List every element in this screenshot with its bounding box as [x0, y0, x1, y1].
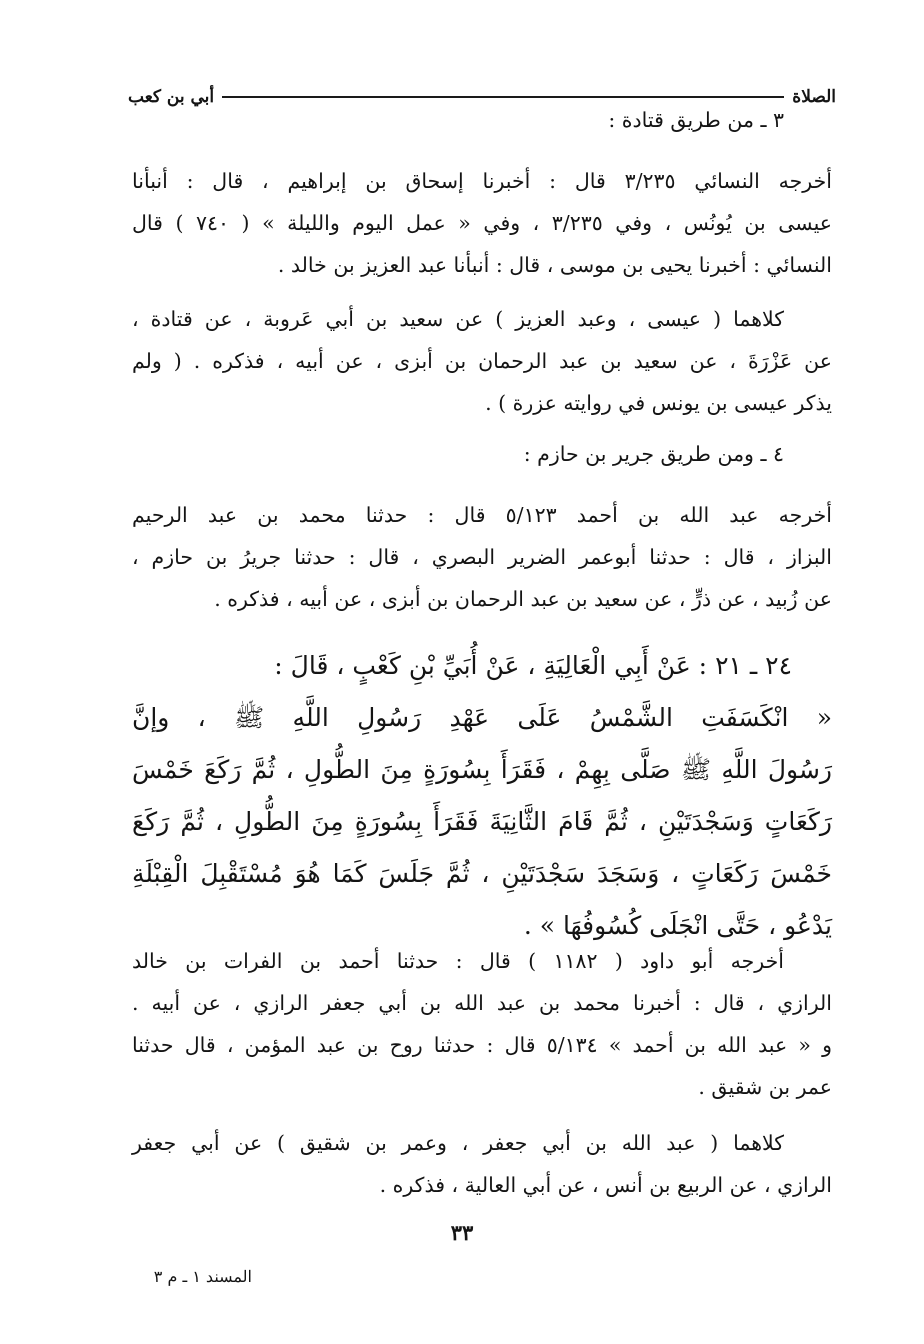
text-line: عن عَزْرَةَ ، عن سعيد بن عبد الرحمان بن أبزى ، عن أبيه ، فذكره . ( ولم [132, 349, 832, 373]
takhrij-paragraph-2 [132, 1122, 832, 1206]
text-line: يذكر عيسى بن يونس في روايته عزرة ) . [485, 391, 832, 415]
section-3-paragraph-1 [132, 160, 832, 286]
text-line: و « عبد الله بن أحمد » ٥/١٣٤ قال : حدثنا روح بن عبد المؤمن ، قال حدثنا [132, 1033, 832, 1057]
header-rule [222, 96, 784, 98]
text-line: كلاهما ( عبد الله بن أبي جعفر ، وعمر بن شقيق ) عن أبي جعفر [132, 1131, 784, 1155]
footer-signature: المسند ١ ـ م ٣ [153, 1267, 252, 1286]
hadith-line: « انْكَسَفَتِ الشَّمْسُ عَلَى عَهْدِ رَسُولِ اللَّهِ ﷺ ، وإنَّ [132, 703, 832, 732]
hadith-text [132, 640, 832, 952]
text-line: أخرجه أبو داود ( ١١٨٢ ) قال : حدثنا أحمد بن الفرات بن خالد [132, 949, 784, 973]
text-line: الرازي ، قال : أخبرنا محمد بن عبد الله بن أبي جعفر الرازي ، عن أبيه . [132, 991, 832, 1015]
text-line: كلاهما ( عيسى ، وعبد العزيز ) عن سعيد بن أبي عَروبة ، عن قتادة ، [132, 307, 784, 331]
text-line: أخرجه عبد الله بن أحمد ٥/١٢٣ قال : حدثنا محمد بن عبد الرحيم [132, 503, 832, 527]
text-line: عن زُبيد ، عن ذرٍّ ، عن سعيد بن عبد الرحمان بن أبزى ، عن أبيه ، فذكره . [214, 587, 832, 611]
text-line: النسائي : أخبرنا يحيى بن موسى ، قال : أنبأنا عبد العزيز بن خالد . [277, 253, 832, 277]
text-line: عمر بن شقيق . [698, 1075, 832, 1099]
hadith-line: رَكَعَاتٍ وَسَجْدَتَيْنِ ، ثُمَّ قَامَ الثَّانِيَةَ فَقَرَأَ بِسُورَةٍ مِنَ الطُّولِ ، ثُمَّ رَكَعَ [132, 807, 832, 836]
text-line: البزاز ، قال : حدثنا أبوعمر الضرير البصري ، قال : حدثنا جريرُ بن حازم ، [132, 545, 832, 569]
takhrij-paragraph-1 [132, 940, 832, 1108]
hadith-heading: ٢٤ ـ ٢١ : عَنْ أَبِي الْعَالِيَةِ ، عَنْ أُبَيِّ بْنِ كَعْبٍ ، قَالَ : [274, 651, 792, 680]
header-author: أبي بن كعب [128, 87, 215, 107]
section-4-paragraph [132, 494, 832, 620]
section-3-heading: ٣ ـ من طريق قتادة : [608, 108, 784, 132]
header-chapter: الصلاة [792, 87, 836, 107]
hadith-line: يَدْعُو ، حَتَّى انْجَلَى كُسُوفُهَا » . [523, 911, 832, 940]
text-line: أخرجه النسائي ٣/٢٣٥ قال : أخبرنا إسحاق بن إبراهيم ، قال : أنبأنا [132, 169, 832, 193]
text-line: الرازي ، عن الربيع بن أنس ، عن أبي العالية ، فذكره . [379, 1173, 832, 1197]
section-3-paragraph-2 [132, 298, 832, 424]
running-header [128, 84, 836, 110]
text-line: عيسى بن يُونُس ، وفي ٣/٢٣٥ ، وفي « عمل اليوم والليلة » ( ٧٤٠ ) قال [132, 211, 832, 235]
hadith-line: رَسُولَ اللَّهِ ﷺ صَلَّى بِهِمْ ، فَقَرَأَ بِسُورَةٍ مِنَ الطُّولِ ، ثُمَّ رَكَعَ خَمْسَ [132, 755, 832, 784]
hadith-line: خَمْسَ رَكَعَاتٍ ، وَسَجَدَ سَجْدَتَيْنِ ، ثُمَّ جَلَسَ كَمَا هُوَ مُسْتَقْبِلَ الْقِبْلَةِ [132, 859, 832, 888]
section-4-heading: ٤ ـ ومن طريق جرير بن حازم : [523, 442, 784, 466]
page-number: ٣٣ [450, 1220, 474, 1245]
